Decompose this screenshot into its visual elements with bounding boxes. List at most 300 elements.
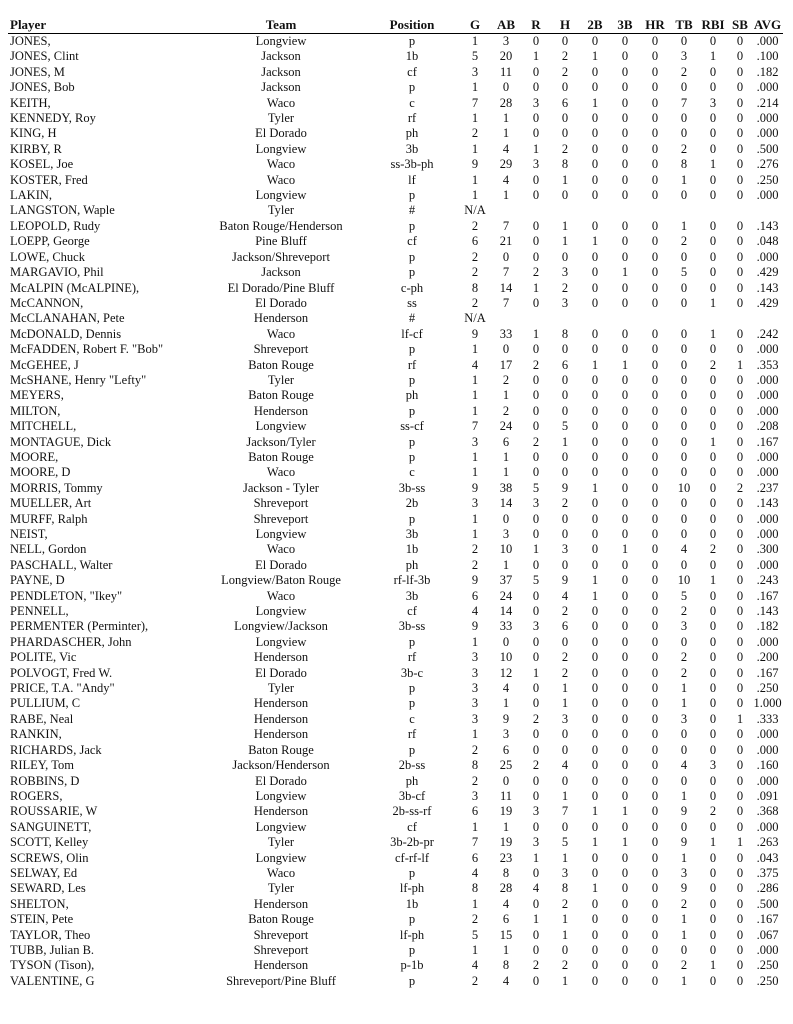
cell-3b: 0 bbox=[621, 573, 629, 588]
cell-2b: 0 bbox=[591, 711, 599, 726]
cell-g: 7 bbox=[471, 95, 479, 110]
cell-hr: 0 bbox=[651, 773, 659, 788]
cell-g: 3 bbox=[471, 665, 479, 680]
cell-r: 0 bbox=[532, 218, 540, 233]
cell-g: 1 bbox=[471, 527, 479, 541]
cell-rbi: 0 bbox=[709, 604, 717, 619]
table-row bbox=[8, 388, 783, 403]
cell-team: Longview/Baton Rouge bbox=[221, 573, 341, 588]
cell-team: Longview bbox=[255, 788, 307, 803]
cell-hr: 0 bbox=[651, 927, 659, 942]
cell-position: 2b-ss-rf bbox=[392, 804, 432, 819]
cell-ab: 4 bbox=[502, 973, 510, 988]
cell-r: 1 bbox=[532, 49, 540, 64]
cell-rbi: 0 bbox=[709, 681, 717, 696]
cell-hr: 0 bbox=[651, 881, 659, 896]
cell-2b: 0 bbox=[591, 141, 599, 156]
cell-hr: 0 bbox=[651, 973, 659, 988]
cell-position: ss-3b-ph bbox=[390, 157, 434, 172]
cell-sb: 0 bbox=[736, 64, 744, 79]
cell-ab: 3 bbox=[502, 727, 510, 742]
cell-tb: 0 bbox=[680, 557, 688, 572]
cell-sb: 0 bbox=[736, 95, 744, 110]
cell-3b: 0 bbox=[621, 773, 629, 788]
cell-team: Baton Rouge bbox=[248, 742, 314, 757]
cell-rbi: 0 bbox=[709, 388, 717, 403]
cell-rbi: 1 bbox=[709, 573, 717, 588]
cell-h: 5 bbox=[561, 835, 569, 850]
cell-g: 4 bbox=[471, 865, 479, 880]
cell-3b: 0 bbox=[621, 896, 629, 911]
table-row bbox=[8, 419, 783, 434]
cell-hr: 0 bbox=[651, 326, 659, 341]
cell-h: 2 bbox=[561, 604, 569, 619]
cell-team: Longview bbox=[255, 419, 307, 434]
cell-3b: 0 bbox=[621, 912, 629, 927]
cell-position: c bbox=[409, 465, 415, 480]
cell-avg: .167 bbox=[756, 665, 779, 680]
cell-3b: 0 bbox=[621, 403, 629, 418]
cell-2b: 0 bbox=[591, 111, 599, 126]
cell-g: 5 bbox=[471, 927, 479, 942]
cell-avg: .200 bbox=[756, 650, 779, 665]
cell-team: Henderson bbox=[253, 403, 309, 418]
cell-g: 9 bbox=[471, 326, 479, 341]
cell-r: 0 bbox=[532, 465, 540, 480]
cell-sb: 0 bbox=[736, 172, 744, 187]
cell-hr: 0 bbox=[651, 742, 659, 757]
table-row bbox=[8, 111, 783, 126]
cell-3b: 0 bbox=[621, 342, 629, 357]
cell-avg: .160 bbox=[756, 758, 779, 773]
cell-position: # bbox=[408, 203, 416, 218]
cell-sb: 0 bbox=[736, 280, 744, 295]
cell-rbi: 3 bbox=[709, 758, 717, 773]
cell-team: Tyler bbox=[267, 835, 295, 850]
cell-position: 3b bbox=[405, 527, 419, 541]
cell-rbi: 1 bbox=[709, 326, 717, 341]
cell-2b: 0 bbox=[591, 372, 599, 387]
cell-2b: 0 bbox=[591, 650, 599, 665]
cell-team: Waco bbox=[266, 172, 296, 187]
cell-ab: 3 bbox=[502, 34, 510, 48]
cell-tb: 4 bbox=[680, 758, 688, 773]
cell-3b: 0 bbox=[621, 157, 629, 172]
cell-g: 2 bbox=[471, 557, 479, 572]
cell-g: 1 bbox=[471, 141, 479, 156]
cell-g: 6 bbox=[471, 234, 479, 249]
cell-tb: 0 bbox=[680, 357, 688, 372]
cell-2b bbox=[580, 311, 610, 326]
cell-team: Shreveport bbox=[253, 342, 309, 357]
cell-tb: 7 bbox=[680, 95, 688, 110]
cell-3b: 0 bbox=[621, 218, 629, 233]
table-row bbox=[8, 96, 783, 111]
cell-rbi: 0 bbox=[709, 419, 717, 434]
cell-r: 0 bbox=[532, 788, 540, 803]
cell-ab: 12 bbox=[499, 665, 513, 680]
cell-tb: 10 bbox=[677, 480, 691, 495]
cell-tb: 1 bbox=[680, 218, 688, 233]
cell-team: Longview bbox=[255, 850, 307, 865]
cell-avg bbox=[752, 203, 783, 218]
table-row bbox=[8, 142, 783, 157]
cell-position: p bbox=[408, 34, 416, 48]
cell-sb: 0 bbox=[736, 665, 744, 680]
cell-r: 0 bbox=[532, 942, 540, 957]
cell-tb: 3 bbox=[680, 619, 688, 634]
cell-tb: 2 bbox=[680, 958, 688, 973]
cell-team: Tyler bbox=[267, 881, 295, 896]
cell-avg: 1.000 bbox=[753, 696, 782, 711]
cell-avg: .429 bbox=[756, 295, 779, 310]
cell-h: 1 bbox=[561, 850, 569, 865]
cell-avg: .237 bbox=[756, 480, 779, 495]
cell-2b: 0 bbox=[591, 449, 599, 464]
cell-g: 9 bbox=[471, 480, 479, 495]
cell-3b: 0 bbox=[621, 126, 629, 141]
cell-g: 1 bbox=[471, 511, 479, 526]
cell-player: MURFF, Ralph bbox=[10, 511, 88, 526]
cell-r: 2 bbox=[532, 357, 540, 372]
cell-sb: 0 bbox=[736, 372, 744, 387]
table-row bbox=[8, 173, 783, 188]
cell-h: 1 bbox=[561, 696, 569, 711]
cell-r: 1 bbox=[532, 912, 540, 927]
cell-3b: 0 bbox=[621, 234, 629, 249]
cell-rbi: 0 bbox=[709, 665, 717, 680]
cell-tb: 0 bbox=[680, 372, 688, 387]
cell-r: 0 bbox=[532, 342, 540, 357]
cell-hr bbox=[640, 203, 670, 218]
cell-hr: 0 bbox=[651, 557, 659, 572]
cell-tb: 0 bbox=[680, 634, 688, 649]
cell-avg: .250 bbox=[756, 681, 779, 696]
cell-rbi: 0 bbox=[709, 588, 717, 603]
header-rbi: RBI bbox=[698, 16, 728, 34]
cell-team: Longview bbox=[255, 634, 307, 649]
cell-rbi: 0 bbox=[709, 973, 717, 988]
cell-sb: 0 bbox=[736, 819, 744, 834]
cell-player: MEYERS, bbox=[10, 388, 64, 403]
cell-ab: 1 bbox=[502, 819, 510, 834]
cell-rbi: 1 bbox=[709, 835, 717, 850]
table-row bbox=[8, 404, 783, 419]
cell-g: 1 bbox=[471, 942, 479, 957]
cell-ab: 4 bbox=[502, 681, 510, 696]
cell-3b: 0 bbox=[621, 557, 629, 572]
cell-r: 1 bbox=[532, 280, 540, 295]
cell-ab: 4 bbox=[502, 172, 510, 187]
table-row bbox=[8, 465, 783, 480]
cell-ab: 11 bbox=[499, 64, 513, 79]
cell-g: 9 bbox=[471, 573, 479, 588]
cell-g: 2 bbox=[471, 295, 479, 310]
cell-2b: 0 bbox=[591, 434, 599, 449]
cell-3b: 0 bbox=[621, 758, 629, 773]
cell-sb: 0 bbox=[736, 326, 744, 341]
cell-3b: 0 bbox=[621, 111, 629, 126]
cell-ab: 1 bbox=[502, 465, 510, 480]
cell-rbi: 2 bbox=[709, 542, 717, 557]
cell-player: KENNEDY, Roy bbox=[10, 111, 96, 126]
cell-g: 1 bbox=[471, 819, 479, 834]
cell-player: TAYLOR, Theo bbox=[10, 927, 91, 942]
cell-sb: 0 bbox=[736, 804, 744, 819]
cell-3b: 1 bbox=[621, 804, 629, 819]
cell-2b: 0 bbox=[591, 619, 599, 634]
cell-h: 0 bbox=[561, 342, 569, 357]
cell-2b: 0 bbox=[591, 280, 599, 295]
cell-g: 9 bbox=[471, 619, 479, 634]
cell-position: p bbox=[408, 634, 416, 649]
cell-2b: 1 bbox=[591, 881, 599, 896]
cell-g: 3 bbox=[471, 650, 479, 665]
table-row bbox=[8, 203, 783, 218]
cell-tb: 1 bbox=[680, 696, 688, 711]
cell-avg: .000 bbox=[756, 80, 779, 95]
cell-rbi: 0 bbox=[709, 511, 717, 526]
cell-team: Jackson bbox=[261, 265, 301, 280]
cell-hr: 0 bbox=[651, 434, 659, 449]
cell-g: 1 bbox=[471, 172, 479, 187]
cell-tb: 0 bbox=[680, 249, 688, 264]
cell-sb: 0 bbox=[736, 727, 744, 742]
cell-2b: 0 bbox=[591, 157, 599, 172]
table-row bbox=[8, 851, 783, 866]
cell-g: 8 bbox=[471, 881, 479, 896]
cell-position: 3b-2b-pr bbox=[390, 835, 434, 850]
cell-position: p bbox=[408, 372, 416, 387]
cell-team: Henderson bbox=[253, 896, 309, 911]
cell-avg: .000 bbox=[756, 511, 779, 526]
cell-ab: 0 bbox=[502, 249, 510, 264]
cell-tb: 0 bbox=[680, 403, 688, 418]
cell-r: 0 bbox=[532, 64, 540, 79]
cell-team: Henderson bbox=[253, 711, 309, 726]
cell-ab: 0 bbox=[502, 511, 510, 526]
cell-ab: 8 bbox=[502, 958, 510, 973]
cell-sb: 0 bbox=[736, 388, 744, 403]
cell-player: KOSEL, Joe bbox=[10, 157, 74, 172]
cell-2b: 0 bbox=[591, 788, 599, 803]
cell-position: cf bbox=[407, 64, 417, 79]
cell-team: Henderson bbox=[253, 804, 309, 819]
cell-player: TYSON (Tison), bbox=[10, 958, 95, 973]
cell-team: El Dorado bbox=[255, 773, 307, 788]
cell-sb: 1 bbox=[736, 835, 744, 850]
cell-avg: .000 bbox=[756, 342, 779, 357]
cell-position: 3b-cf bbox=[398, 788, 426, 803]
table-row bbox=[8, 65, 783, 80]
cell-position: lf-ph bbox=[399, 881, 425, 896]
table-row bbox=[8, 589, 783, 604]
cell-3b: 0 bbox=[621, 819, 629, 834]
cell-team: El Dorado bbox=[255, 295, 307, 310]
cell-player: McALPIN (McALPINE), bbox=[10, 280, 140, 295]
cell-r: 0 bbox=[532, 681, 540, 696]
cell-team: Longview bbox=[255, 188, 307, 203]
cell-2b: 0 bbox=[591, 295, 599, 310]
cell-avg: .067 bbox=[756, 927, 779, 942]
cell-rbi bbox=[698, 311, 728, 326]
cell-position: 3b bbox=[405, 141, 419, 156]
cell-ab: 0 bbox=[502, 80, 510, 95]
cell-tb: 2 bbox=[680, 64, 688, 79]
cell-player: LOEPP, George bbox=[10, 234, 90, 249]
cell-r: 2 bbox=[532, 434, 540, 449]
cell-avg: .214 bbox=[756, 95, 779, 110]
cell-team: Shreveport bbox=[253, 942, 309, 957]
cell-player: KEITH, bbox=[10, 95, 51, 110]
cell-ab: 0 bbox=[502, 773, 510, 788]
cell-sb: 0 bbox=[736, 557, 744, 572]
cell-2b: 0 bbox=[591, 865, 599, 880]
cell-h: 3 bbox=[561, 265, 569, 280]
cell-avg: .000 bbox=[756, 727, 779, 742]
cell-h: 6 bbox=[561, 619, 569, 634]
cell-r: 0 bbox=[532, 403, 540, 418]
cell-team: Jackson/Henderson bbox=[232, 758, 330, 773]
cell-2b: 0 bbox=[591, 942, 599, 957]
cell-r: 0 bbox=[532, 126, 540, 141]
cell-h: 3 bbox=[561, 711, 569, 726]
cell-hr: 0 bbox=[651, 758, 659, 773]
cell-rbi: 0 bbox=[709, 527, 717, 541]
cell-rbi: 0 bbox=[709, 650, 717, 665]
cell-rbi: 0 bbox=[709, 280, 717, 295]
cell-h: 0 bbox=[561, 111, 569, 126]
cell-rbi: 0 bbox=[709, 449, 717, 464]
cell-position: p bbox=[408, 403, 416, 418]
cell-r: 0 bbox=[532, 588, 540, 603]
cell-tb: 9 bbox=[680, 835, 688, 850]
cell-ab: 14 bbox=[499, 280, 513, 295]
cell-h: 3 bbox=[561, 295, 569, 310]
cell-position: cf-rf-lf bbox=[395, 850, 429, 865]
cell-2b: 0 bbox=[591, 388, 599, 403]
cell-hr: 0 bbox=[651, 342, 659, 357]
cell-avg: .000 bbox=[756, 111, 779, 126]
cell-g: 2 bbox=[471, 218, 479, 233]
cell-tb: 5 bbox=[680, 265, 688, 280]
cell-r: 1 bbox=[532, 141, 540, 156]
cell-player: RABE, Neal bbox=[10, 711, 74, 726]
cell-g: 6 bbox=[471, 588, 479, 603]
cell-r: 0 bbox=[532, 773, 540, 788]
cell-rbi: 0 bbox=[709, 619, 717, 634]
cell-hr: 0 bbox=[651, 850, 659, 865]
cell-r: 0 bbox=[532, 449, 540, 464]
cell-hr: 0 bbox=[651, 172, 659, 187]
cell-rbi: 0 bbox=[709, 218, 717, 233]
cell-h: 0 bbox=[561, 449, 569, 464]
cell-tb: 0 bbox=[680, 742, 688, 757]
cell-avg: .250 bbox=[756, 958, 779, 973]
cell-player: NELL, Gordon bbox=[10, 542, 87, 557]
cell-position: c bbox=[409, 95, 415, 110]
cell-position: p bbox=[408, 342, 416, 357]
cell-avg: .286 bbox=[756, 881, 779, 896]
cell-ab: 24 bbox=[499, 588, 513, 603]
cell-3b: 0 bbox=[621, 34, 629, 48]
cell-avg: .375 bbox=[756, 865, 779, 880]
cell-h: 0 bbox=[561, 742, 569, 757]
cell-2b: 0 bbox=[591, 958, 599, 973]
cell-hr: 0 bbox=[651, 357, 659, 372]
cell-avg: .167 bbox=[756, 912, 779, 927]
cell-avg: .263 bbox=[756, 835, 779, 850]
cell-g: 2 bbox=[471, 973, 479, 988]
cell-r: 0 bbox=[532, 372, 540, 387]
cell-r: 0 bbox=[532, 973, 540, 988]
cell-avg: .000 bbox=[756, 942, 779, 957]
cell-ab: 15 bbox=[499, 927, 513, 942]
cell-h: 0 bbox=[561, 188, 569, 203]
cell-g: 3 bbox=[471, 696, 479, 711]
cell-h: 2 bbox=[561, 64, 569, 79]
cell-r: 0 bbox=[532, 727, 540, 742]
cell-g: 4 bbox=[471, 958, 479, 973]
cell-g: 2 bbox=[471, 126, 479, 141]
cell-player: MARGAVIO, Phil bbox=[10, 265, 104, 280]
cell-hr: 0 bbox=[651, 249, 659, 264]
table-row bbox=[8, 34, 783, 50]
cell-tb: 0 bbox=[680, 419, 688, 434]
cell-team: Baton Rouge bbox=[248, 449, 314, 464]
cell-2b: 0 bbox=[591, 80, 599, 95]
cell-sb: 0 bbox=[736, 681, 744, 696]
cell-2b: 0 bbox=[591, 665, 599, 680]
cell-sb: 0 bbox=[736, 188, 744, 203]
cell-2b: 1 bbox=[591, 480, 599, 495]
cell-team: Longview bbox=[255, 527, 307, 541]
cell-ab: 10 bbox=[499, 542, 513, 557]
cell-3b: 0 bbox=[621, 865, 629, 880]
header-row bbox=[8, 16, 783, 34]
cell-h: 0 bbox=[561, 727, 569, 742]
cell-3b: 0 bbox=[621, 527, 629, 541]
cell-h: 1 bbox=[561, 234, 569, 249]
cell-sb: 0 bbox=[736, 111, 744, 126]
cell-position: 1b bbox=[405, 896, 419, 911]
cell-team: Jackson - Tyler bbox=[243, 480, 319, 495]
cell-hr: 0 bbox=[651, 49, 659, 64]
cell-r: 2 bbox=[532, 265, 540, 280]
cell-r: 1 bbox=[532, 850, 540, 865]
cell-position: p bbox=[408, 742, 416, 757]
cell-r: 0 bbox=[532, 511, 540, 526]
cell-avg: .250 bbox=[756, 973, 779, 988]
cell-team: Jackson bbox=[261, 64, 301, 79]
cell-g: 7 bbox=[471, 419, 479, 434]
cell-g: 2 bbox=[471, 773, 479, 788]
cell-hr: 0 bbox=[651, 665, 659, 680]
cell-g: 3 bbox=[471, 788, 479, 803]
cell-3b: 0 bbox=[621, 927, 629, 942]
cell-hr: 0 bbox=[651, 958, 659, 973]
cell-ab: 6 bbox=[502, 434, 510, 449]
cell-r: 0 bbox=[532, 819, 540, 834]
cell-2b: 0 bbox=[591, 850, 599, 865]
cell-position: p bbox=[408, 511, 416, 526]
cell-ab: 20 bbox=[499, 49, 513, 64]
cell-rbi: 1 bbox=[709, 958, 717, 973]
table-row bbox=[8, 958, 783, 973]
cell-hr: 0 bbox=[651, 80, 659, 95]
cell-g: 1 bbox=[471, 403, 479, 418]
cell-h: 7 bbox=[561, 804, 569, 819]
